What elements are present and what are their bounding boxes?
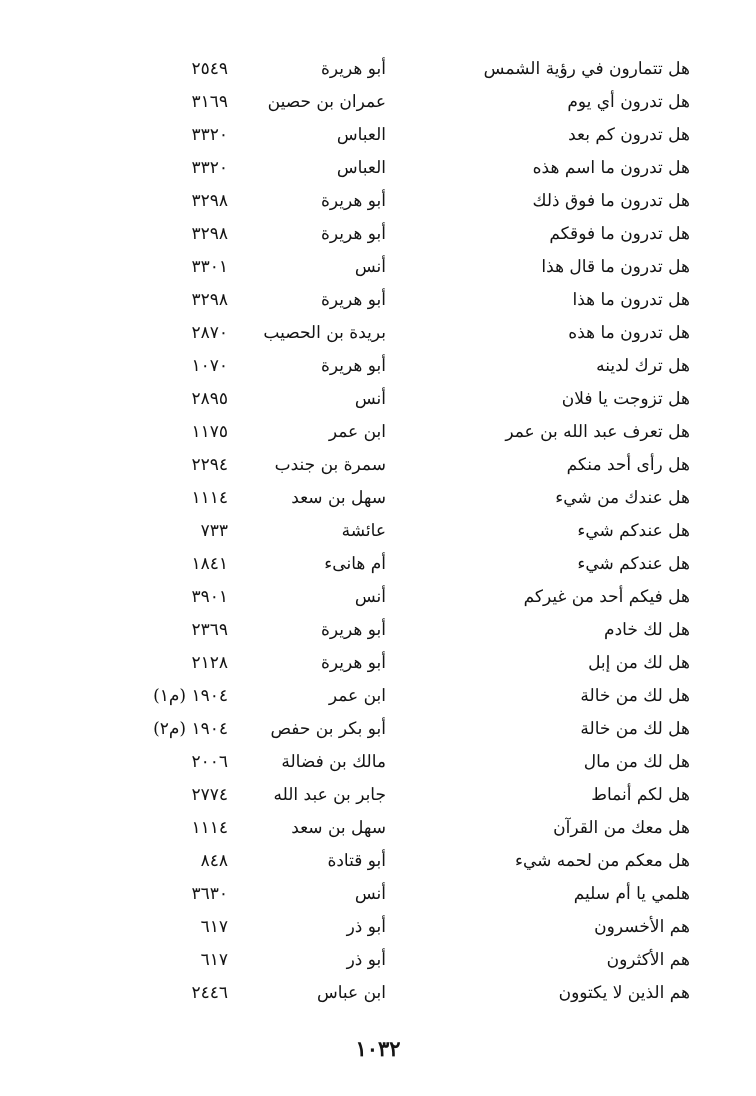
- hadith-number: ٢٢٩٤: [191, 455, 228, 475]
- hadith-number: ١٨٤١: [191, 554, 228, 574]
- narrator-name: بريدة بن الحصيب: [263, 323, 386, 343]
- hadith-number: ٢٨٩٥: [191, 389, 228, 409]
- hadith-number: ٣١٦٩: [191, 92, 228, 112]
- index-row: [0, 845, 756, 878]
- index-row: [0, 482, 756, 515]
- hadith-number: ١١٧٥: [191, 422, 228, 442]
- narrator-name: العباس: [336, 125, 386, 145]
- narrator-name: أنس: [354, 587, 386, 607]
- index-row: [0, 350, 756, 383]
- hadith-number: ١١١٤: [191, 818, 228, 838]
- narrator-name: أبو بكر بن حفص: [270, 719, 386, 739]
- narrator-name: أبو ذر: [346, 950, 386, 970]
- hadith-number: ٨٤٨: [200, 851, 228, 871]
- hadith-phrase: هل تزوجت يا فلان: [561, 389, 690, 409]
- hadith-phrase: هم الأخسرون: [594, 917, 690, 937]
- hadith-phrase: هل تدرون ما هذا: [572, 290, 690, 310]
- hadith-phrase: هل عندك من شيء: [555, 488, 690, 508]
- narrator-name: سهل بن سعد: [291, 488, 386, 508]
- hadith-number: ٣٦٣٠: [191, 884, 228, 904]
- hadith-phrase: هل لك من إبل: [588, 653, 690, 673]
- hadith-phrase: هل فيكم أحد من غيركم: [523, 587, 690, 607]
- hadith-phrase: هل ترك لدينه: [596, 356, 690, 376]
- page-number: ١٠٣٢: [355, 1036, 401, 1061]
- hadith-phrase: هل معك من القرآن: [553, 818, 690, 838]
- index-row: [0, 581, 756, 614]
- hadith-phrase: هل لك خادم: [604, 620, 690, 640]
- index-row: [0, 812, 756, 845]
- hadith-phrase: هل عندكم شيء: [577, 554, 690, 574]
- hadith-number: ١٩٠٤ (م٢): [153, 719, 228, 739]
- hadith-number: ٣٢٩٨: [191, 224, 228, 244]
- hadith-phrase: هل عندكم شيء: [577, 521, 690, 541]
- narrator-name: مالك بن فضالة: [281, 752, 386, 772]
- hadith-phrase: هل تدرون ما فوقكم: [549, 224, 690, 244]
- index-row: [0, 977, 756, 1010]
- hadith-phrase: هل لكم أنماط: [591, 785, 690, 805]
- hadith-number: ٣٩٠١: [191, 587, 228, 607]
- narrator-name: أبو هريرة: [320, 224, 386, 244]
- index-row: [0, 317, 756, 350]
- hadith-number: ٢٥٤٩: [191, 59, 228, 79]
- hadith-phrase: هل تدرون ما قال هذا: [541, 257, 690, 277]
- index-row: [0, 86, 756, 119]
- index-row: [0, 779, 756, 812]
- narrator-name: سمرة بن جندب: [274, 455, 386, 475]
- hadith-phrase: هل تتمارون في رؤية الشمس: [483, 59, 690, 79]
- hadith-number: ١٠٧٠: [191, 356, 228, 376]
- hadith-number: ٣٢٩٨: [191, 290, 228, 310]
- narrator-name: أنس: [354, 257, 386, 277]
- index-row: [0, 746, 756, 779]
- narrator-name: عائشة: [341, 521, 386, 541]
- narrator-name: ابن عمر: [328, 422, 386, 442]
- hadith-phrase: هل لك من خالة: [580, 686, 690, 706]
- index-row: [0, 548, 756, 581]
- hadith-number: ٣٢٩٨: [191, 191, 228, 211]
- hadith-phrase: هل لك من مال: [583, 752, 690, 772]
- index-row: [0, 185, 756, 218]
- hadith-phrase: هل رأى أحد منكم: [566, 455, 690, 475]
- hadith-number: ٧٣٣: [200, 521, 228, 541]
- index-row: [0, 647, 756, 680]
- index-row: [0, 218, 756, 251]
- index-row: [0, 119, 756, 152]
- hadith-number: ١١١٤: [191, 488, 228, 508]
- hadith-number: ٢٨٧٠: [191, 323, 228, 343]
- narrator-name: ابن عمر: [328, 686, 386, 706]
- index-row: [0, 284, 756, 317]
- hadith-number: ٢٠٠٦: [191, 752, 228, 772]
- narrator-name: أبو ذر: [346, 917, 386, 937]
- hadith-number: ٦١٧: [200, 917, 228, 937]
- hadith-number: ٣٣٠١: [191, 257, 228, 277]
- narrator-name: عمران بن حصين: [267, 92, 386, 112]
- hadith-number: ٦١٧: [200, 950, 228, 970]
- index-row: [0, 152, 756, 185]
- narrator-name: أبو هريرة: [320, 290, 386, 310]
- index-row: [0, 713, 756, 746]
- narrator-name: جابر بن عبد الله: [273, 785, 386, 805]
- index-row: [0, 251, 756, 284]
- hadith-phrase: هل معكم من لحمه شيء: [514, 851, 690, 871]
- hadith-phrase: هل تدرون أي يوم: [567, 92, 690, 112]
- narrator-name: أبو هريرة: [320, 356, 386, 376]
- hadith-phrase: هل تدرون ما هذه: [568, 323, 690, 343]
- hadith-phrase: هل لك من خالة: [580, 719, 690, 739]
- hadith-phrase: هل تدرون ما اسم هذه: [532, 158, 690, 178]
- narrator-name: سهل بن سعد: [291, 818, 386, 838]
- narrator-name: أبو هريرة: [320, 620, 386, 640]
- narrator-name: أبو قتادة: [327, 851, 386, 871]
- narrator-name: ابن عباس: [316, 983, 386, 1003]
- hadith-phrase: هل تدرون كم بعد: [568, 125, 690, 145]
- index-row: [0, 944, 756, 977]
- narrator-name: أبو هريرة: [320, 653, 386, 673]
- hadith-phrase: هلمي يا أم سليم: [573, 884, 690, 904]
- index-row: [0, 383, 756, 416]
- hadith-number: ٢٣٦٩: [191, 620, 228, 640]
- narrator-name: أبو هريرة: [320, 59, 386, 79]
- hadith-number: ٢١٢٨: [191, 653, 228, 673]
- index-row: [0, 53, 756, 86]
- hadith-number: ٣٣٢٠: [191, 125, 228, 145]
- hadith-number: ٢٧٧٤: [191, 785, 228, 805]
- index-row: [0, 878, 756, 911]
- narrator-name: أنس: [354, 389, 386, 409]
- hadith-number: ١٩٠٤ (م١): [153, 686, 228, 706]
- narrator-name: أم هانىء: [324, 554, 386, 574]
- narrator-name: أنس: [354, 884, 386, 904]
- index-row: [0, 911, 756, 944]
- index-row: [0, 416, 756, 449]
- index-row: [0, 680, 756, 713]
- hadith-phrase: هل تدرون ما فوق ذلك: [532, 191, 690, 211]
- narrator-name: أبو هريرة: [320, 191, 386, 211]
- hadith-number: ٢٤٤٦: [191, 983, 228, 1003]
- index-row: [0, 449, 756, 482]
- hadith-index-list: [0, 53, 756, 1010]
- index-row: [0, 515, 756, 548]
- hadith-phrase: هم الأكثرون: [606, 950, 690, 970]
- hadith-phrase: هل تعرف عبد الله بن عمر: [505, 422, 690, 442]
- narrator-name: العباس: [336, 158, 386, 178]
- index-row: [0, 614, 756, 647]
- hadith-number: ٣٣٢٠: [191, 158, 228, 178]
- hadith-phrase: هم الذين لا يكتوون: [558, 983, 690, 1003]
